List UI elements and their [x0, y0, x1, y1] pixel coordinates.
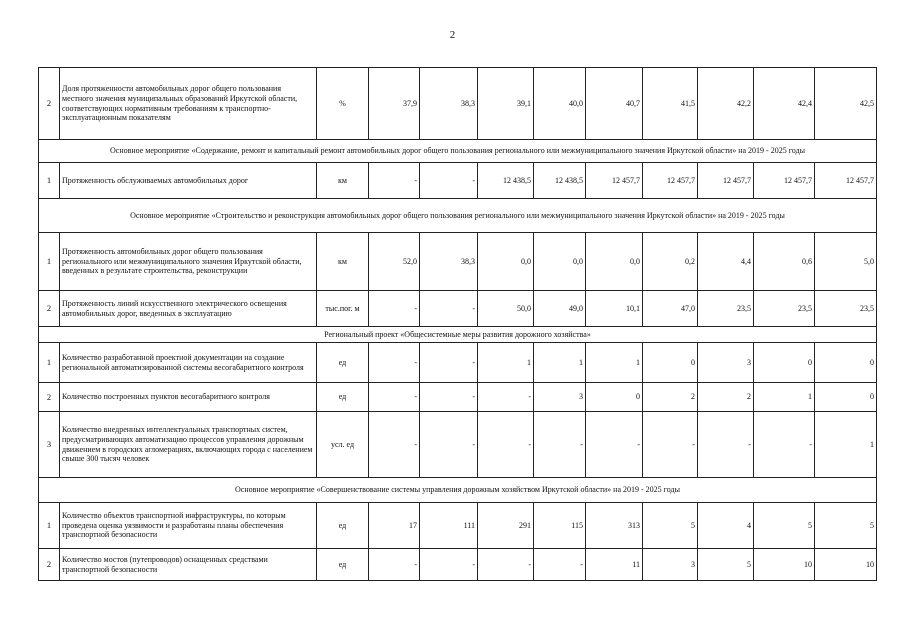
row-number: 1: [39, 233, 60, 291]
value-cell: 12 457,7: [698, 163, 754, 199]
table-row: [39, 503, 877, 549]
row-number: 2: [39, 68, 60, 140]
table-row: [39, 291, 877, 327]
value-cell: 40,0: [534, 68, 586, 140]
value-cell: 4: [698, 503, 754, 549]
table-row: [39, 233, 877, 291]
value-cell: 0: [754, 343, 815, 383]
unit-cell: усл. ед: [317, 412, 369, 478]
unit-cell: ед: [317, 549, 369, 581]
value-cell: 2: [698, 383, 754, 412]
value-cell: 23,5: [698, 291, 754, 327]
value-cell: -: [369, 383, 420, 412]
value-cell: 313: [586, 503, 643, 549]
value-cell: 49,0: [534, 291, 586, 327]
value-cell: -: [478, 549, 534, 581]
section-title: Основное мероприятие «Строительство и реконструкция автомобильных дорог общего пользования регионального или межмуниципального значения Иркутской области» на 2019 - 2025 годы: [39, 199, 877, 233]
value-cell: 3: [698, 343, 754, 383]
indicator-name: Протяженность обслуживаемых автомобильных дорог: [60, 163, 317, 199]
value-cell: 4,4: [698, 233, 754, 291]
section-header-row: [39, 199, 877, 233]
value-cell: 5: [643, 503, 698, 549]
value-cell: -: [478, 412, 534, 478]
section-header-row: [39, 478, 877, 503]
section-title: Основное мероприятие «Совершенствование системы управления дорожным хозяйством Иркутской области» на 2019 - 2025 годы: [39, 478, 877, 503]
value-cell: -: [478, 383, 534, 412]
value-cell: -: [420, 412, 478, 478]
section-header-row: [39, 140, 877, 163]
value-cell: 1: [478, 343, 534, 383]
indicator-name: Количество объектов транспортной инфраструктуры, по которым проведена оценка уязвимости и разработаны планы обеспечения транспортной безопасности: [60, 503, 317, 549]
unit-cell: км: [317, 163, 369, 199]
value-cell: 0: [815, 383, 877, 412]
value-cell: 10: [815, 549, 877, 581]
value-cell: 1: [754, 383, 815, 412]
value-cell: 12 457,7: [643, 163, 698, 199]
section-header-row: [39, 327, 877, 343]
value-cell: 12 457,7: [586, 163, 643, 199]
unit-cell: км: [317, 233, 369, 291]
value-cell: 17: [369, 503, 420, 549]
table-row: [39, 163, 877, 199]
value-cell: -: [534, 549, 586, 581]
indicator-name: Протяженность линий искусственного электрического освещения автомобильных дорог, введенных в эксплуатацию: [60, 291, 317, 327]
value-cell: -: [420, 549, 478, 581]
row-number: 1: [39, 503, 60, 549]
unit-cell: %: [317, 68, 369, 140]
indicator-name: Количество мостов (путепроводов) оснащенных средствами транспортной безопасности: [60, 549, 317, 581]
value-cell: -: [369, 549, 420, 581]
value-cell: 0: [586, 383, 643, 412]
value-cell: 50,0: [478, 291, 534, 327]
value-cell: -: [754, 412, 815, 478]
value-cell: 38,3: [420, 233, 478, 291]
row-number: 1: [39, 163, 60, 199]
value-cell: 40,7: [586, 68, 643, 140]
value-cell: 41,5: [643, 68, 698, 140]
value-cell: 23,5: [815, 291, 877, 327]
table-row: [39, 549, 877, 581]
table-row: [39, 412, 877, 478]
unit-cell: ед: [317, 503, 369, 549]
value-cell: 5: [815, 503, 877, 549]
value-cell: 111: [420, 503, 478, 549]
row-number: 2: [39, 291, 60, 327]
value-cell: 12 438,5: [534, 163, 586, 199]
value-cell: 5: [754, 503, 815, 549]
value-cell: -: [369, 343, 420, 383]
value-cell: 47,0: [643, 291, 698, 327]
value-cell: 5,0: [815, 233, 877, 291]
value-cell: 23,5: [754, 291, 815, 327]
value-cell: -: [420, 163, 478, 199]
table-row: [39, 343, 877, 383]
value-cell: -: [586, 412, 643, 478]
value-cell: -: [643, 412, 698, 478]
table-row: [39, 383, 877, 412]
value-cell: -: [534, 412, 586, 478]
value-cell: 2: [643, 383, 698, 412]
section-title: Основное мероприятие «Содержание, ремонт и капитальный ремонт автомобильных дорог общего пользования регионального или межмуниципального значения Иркутской области» на 2019 - 2025 годы: [39, 140, 877, 163]
value-cell: 42,4: [754, 68, 815, 140]
value-cell: -: [369, 163, 420, 199]
value-cell: -: [420, 383, 478, 412]
value-cell: 52,0: [369, 233, 420, 291]
row-number: 2: [39, 383, 60, 412]
value-cell: 1: [534, 343, 586, 383]
value-cell: 11: [586, 549, 643, 581]
value-cell: 0,2: [643, 233, 698, 291]
value-cell: 10,1: [586, 291, 643, 327]
value-cell: -: [420, 343, 478, 383]
table-row: [39, 68, 877, 140]
value-cell: 38,3: [420, 68, 478, 140]
indicator-name: Количество внедренных интеллектуальных транспортных систем, предусматривающих автоматизацию процессов управления дорожным движением в городских агломерациях, включающих города с населением свыше 300 тысяч человек: [60, 412, 317, 478]
value-cell: 0: [815, 343, 877, 383]
table-body: [39, 68, 877, 581]
value-cell: 12 457,7: [815, 163, 877, 199]
value-cell: -: [698, 412, 754, 478]
unit-cell: ед: [317, 343, 369, 383]
value-cell: 291: [478, 503, 534, 549]
value-cell: 3: [534, 383, 586, 412]
row-number: 3: [39, 412, 60, 478]
value-cell: 115: [534, 503, 586, 549]
value-cell: 37,9: [369, 68, 420, 140]
value-cell: 5: [698, 549, 754, 581]
section-title: Региональный проект «Общесистемные меры развития дорожного хозяйства»: [39, 327, 877, 343]
value-cell: 42,2: [698, 68, 754, 140]
value-cell: 1: [815, 412, 877, 478]
value-cell: -: [369, 412, 420, 478]
value-cell: 10: [754, 549, 815, 581]
value-cell: 0,0: [534, 233, 586, 291]
value-cell: 12 457,7: [754, 163, 815, 199]
value-cell: -: [420, 291, 478, 327]
value-cell: 0,6: [754, 233, 815, 291]
value-cell: 0,0: [478, 233, 534, 291]
row-number: 2: [39, 549, 60, 581]
indicator-name: Количество разработанной проектной документации на создание региональной автоматизированной системы весогабаритного контроля: [60, 343, 317, 383]
unit-cell: тыс.пог. м: [317, 291, 369, 327]
value-cell: 39,1: [478, 68, 534, 140]
value-cell: 0: [643, 343, 698, 383]
value-cell: 0,0: [586, 233, 643, 291]
value-cell: 12 438,5: [478, 163, 534, 199]
indicator-name: Доля протяженности автомобильных дорог общего пользования местного значения муниципальных образований Иркутской области, соответствующих нормативным требованиям к транспортно-эксплуатационным показателям: [60, 68, 317, 140]
page-number: 2: [449, 29, 456, 41]
value-cell: 42,5: [815, 68, 877, 140]
row-number: 1: [39, 343, 60, 383]
value-cell: 3: [643, 549, 698, 581]
indicator-name: Количество построенных пунктов весогабаритного контроля: [60, 383, 317, 412]
value-cell: -: [369, 291, 420, 327]
unit-cell: ед: [317, 383, 369, 412]
indicators-table: [38, 67, 877, 581]
value-cell: 1: [586, 343, 643, 383]
indicator-name: Протяженность автомобильных дорог общего пользования регионального или межмуниципального значения Иркутской области, введенных в результате строительства, реконструкции: [60, 233, 317, 291]
